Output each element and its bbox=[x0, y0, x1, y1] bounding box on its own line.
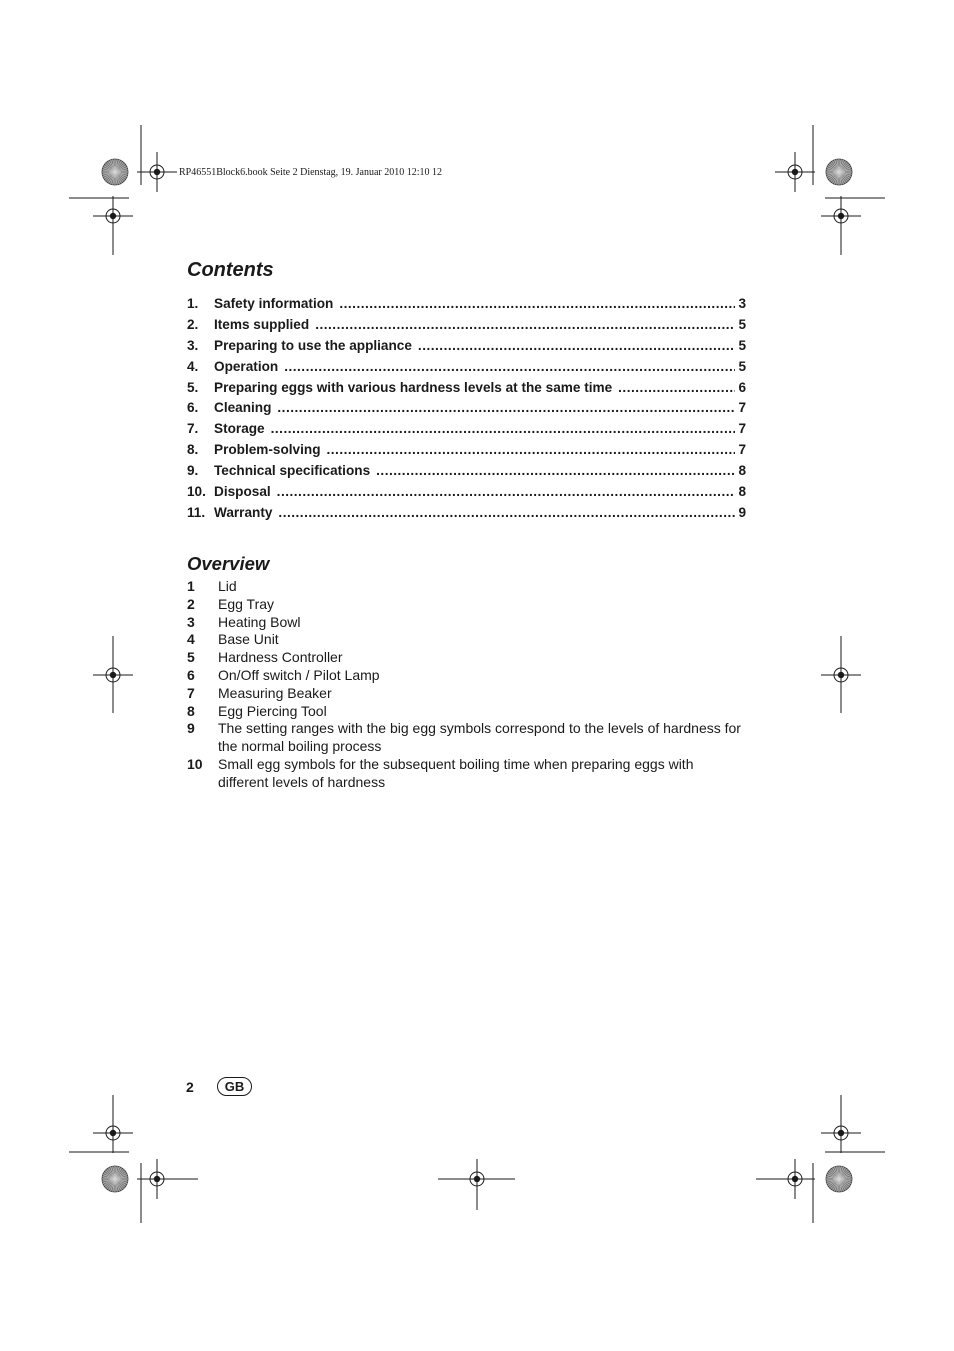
dot-leader bbox=[315, 317, 735, 332]
registration-target-icon bbox=[775, 1159, 815, 1199]
overview-item-1: 1 Lid bbox=[187, 578, 237, 594]
overview-item-6: 6 On/Off switch / Pilot Lamp bbox=[187, 666, 380, 683]
registration-target-icon bbox=[775, 152, 815, 192]
starburst-registration-icon bbox=[102, 1166, 128, 1192]
registration-target-icon bbox=[93, 1113, 133, 1153]
registration-target-icon bbox=[93, 655, 133, 695]
print-header-line: RP46551Block6.book Seite 2 Dienstag, 19. Januar 2010 12:10 12 bbox=[179, 167, 443, 178]
registration-target-icon bbox=[137, 152, 177, 192]
registration-target-icon bbox=[821, 1113, 861, 1153]
overview-item-3: 3 Heating Bowl bbox=[187, 613, 301, 630]
toc-item-8[interactable]: 8. Problem-solving ..... 7 bbox=[187, 442, 746, 463]
overview-list bbox=[187, 578, 747, 792]
dot-leader bbox=[618, 380, 735, 395]
toc-item-7[interactable]: 7. Storage ..... 7 bbox=[187, 421, 746, 442]
toc-item-9[interactable]: 9. Technical specifications ..... 8 bbox=[187, 463, 746, 484]
overview-item-4: 4 Base Unit bbox=[187, 631, 279, 648]
dot-leader bbox=[418, 338, 736, 353]
overview-item-10: 10 Small egg symbols for the subsequent boiling time when preparing eggs with different levels of hardness bbox=[187, 755, 694, 790]
overview-item-8: 8 Egg Piercing Tool bbox=[187, 702, 327, 719]
dot-leader bbox=[284, 359, 735, 374]
registration-target-icon bbox=[137, 1159, 177, 1199]
toc-item-3[interactable]: 3. Preparing to use the appliance ..... 5 bbox=[187, 338, 746, 359]
starburst-registration-icon bbox=[826, 159, 852, 185]
toc-item-10[interactable]: 10. Disposal ..... 8 bbox=[187, 484, 746, 505]
overview-heading: Overview bbox=[187, 553, 270, 574]
registration-target-icon bbox=[457, 1159, 497, 1199]
overview-item-7: 7 Measuring Beaker bbox=[187, 684, 332, 701]
language-badge: GB bbox=[217, 1077, 252, 1096]
dot-leader bbox=[278, 505, 735, 520]
dot-leader bbox=[327, 442, 736, 457]
toc-item-4[interactable]: 4. Operation ..... 5 bbox=[187, 359, 746, 380]
dot-leader bbox=[277, 484, 736, 499]
dot-leader bbox=[271, 421, 736, 436]
toc-item-1[interactable]: 1. Safety information ..... 3 bbox=[187, 296, 746, 317]
page-number: 2 bbox=[186, 1079, 194, 1095]
toc-item-11[interactable]: 11. Warranty ..... 9 bbox=[187, 505, 746, 526]
starburst-registration-icon bbox=[826, 1166, 852, 1192]
overview-item-5: 5 Hardness Controller bbox=[187, 649, 343, 666]
toc-item-6[interactable]: 6. Cleaning ..... 7 bbox=[187, 400, 746, 421]
table-of-contents bbox=[187, 296, 746, 526]
toc-item-2[interactable]: 2. Items supplied ..... 5 bbox=[187, 317, 746, 338]
starburst-registration-icon bbox=[102, 159, 128, 185]
overview-item-2: 2 Egg Tray bbox=[187, 595, 275, 612]
overview-item-9: 9 The setting ranges with the big egg symbols correspond to the levels of hardness for the normal boiling process bbox=[187, 720, 741, 755]
contents-heading: Contents bbox=[187, 259, 274, 281]
dot-leader bbox=[277, 400, 735, 415]
dot-leader bbox=[339, 296, 735, 311]
registration-target-icon bbox=[821, 655, 861, 695]
toc-item-5[interactable]: 5. Preparing eggs with various hardness levels at the same time ..... 6 bbox=[187, 380, 746, 401]
dot-leader bbox=[376, 463, 735, 478]
